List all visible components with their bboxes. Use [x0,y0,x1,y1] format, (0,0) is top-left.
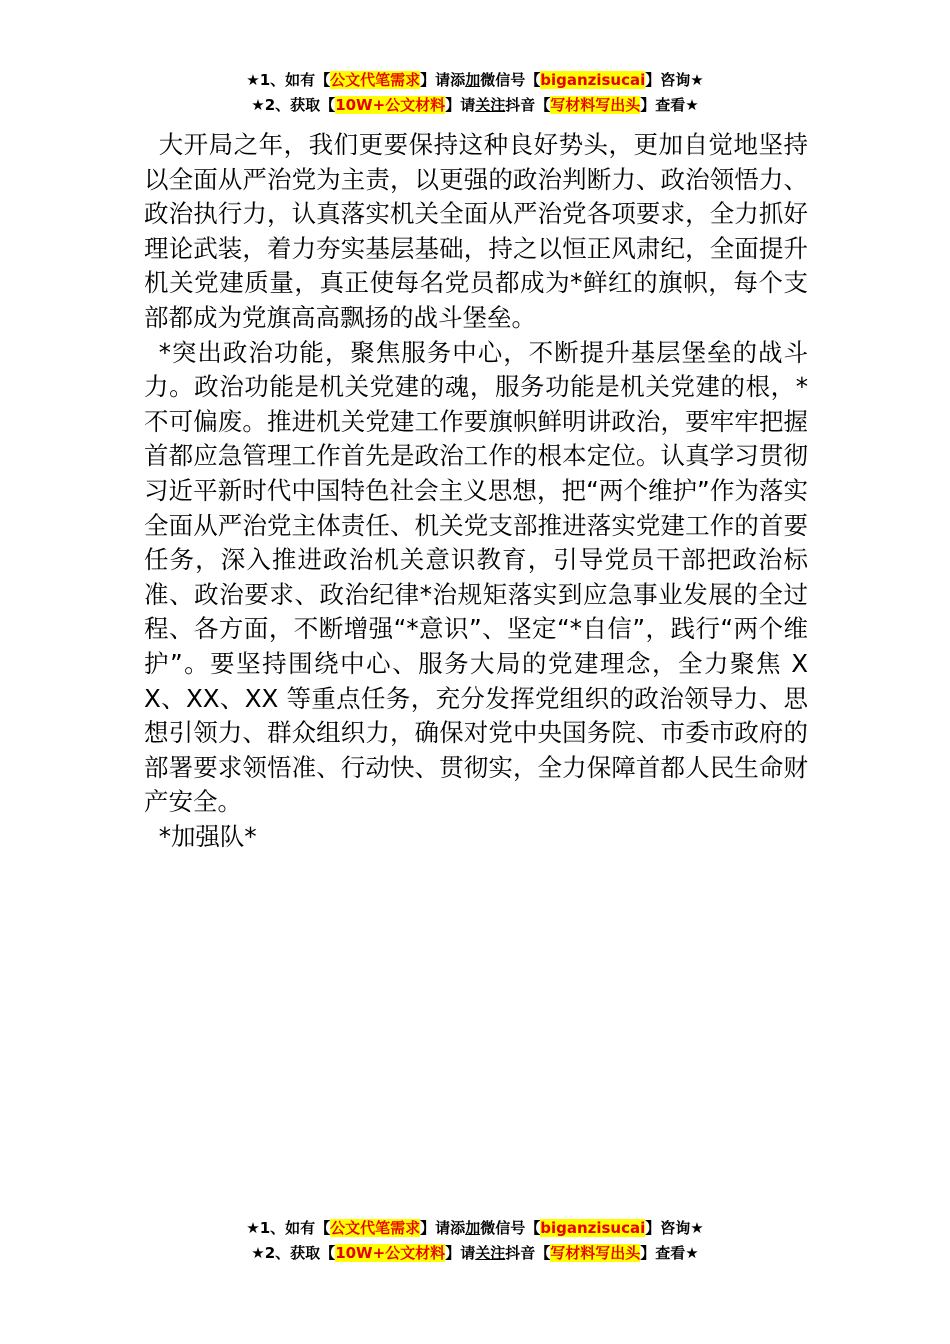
paragraph: 大开局之年，我们更要保持这种良好势头，更加自觉地坚持以全面从严治党为主责，以更强的政治判断力、政治领悟力、政治执行力，认真落实机关全面从严治党各项要求，全力抓好理论武装，着力夯实基层基础，持之以恒正风肃纪，全面提升机关党建质量，真正使每名党员都成为*鲜红的旗帜，每个支部都成为党旗高高飘扬的战斗堡垒。 [144,130,808,332]
banner-text: 】查看★ [640,1244,699,1262]
banner-text: 】查看★ [640,96,699,114]
paragraph: *加强队* [158,821,257,851]
banner-underlined: 关注 [475,1244,506,1262]
paragraph: *突出政治功能，聚焦服务中心，不断提升基层堡垒的战斗力。政治功能是机关党建的魂，服务功能是机关党建的根，*不可偏废。推进机关党建工作要旗帜鲜明讲政治，要牢牢把握首都应急管理工作首先是政治工作的根本定位。认真学习贯彻习近平新时代中国特色社会主义思想，把“两个维护”作为落实全面从严治党主体责任、机关党支部推进落实党建工作的首要任务，深入推进政治机关意识教育，引导党员干部把政治标准、政治要求、政治纪律*治规矩落实到应急事业发展的全过程、各方面，不断增强“*意识”、坚定“*自信”，践行“两个维护”。要坚持围绕中心、服务大局的党建理念，全力聚焦 XX、XX、XX 等重点任务，充分发挥党组织的政治领导力、思想引领力、群众组织力，确保对党中央国务院、市委市政府的部署要求领悟准、行动快、贯彻实，全力保障首都人民生命财产安全。 [144,337,808,817]
banner-highlight: biganzisucai [540,71,646,89]
banner-highlight: 10W+公文材料 [335,1244,446,1262]
banner-highlight: 公文代笔需求 [330,71,421,89]
banner-line-1 [0,1216,950,1241]
banner-text: 】咨询★ [645,1219,704,1237]
banner-highlight: biganzisucai [540,1219,646,1237]
header-banner [0,68,950,118]
banner-text: 】请添 [420,1219,466,1237]
banner-line-2 [0,1241,950,1266]
banner-underlined: 加 [465,71,481,89]
banner-text: 】咨询★ [645,71,704,89]
banner-text: ★2、获取【 [251,1244,336,1262]
banner-underlined: 关注 [475,96,506,114]
banner-text: 微信号【 [480,71,541,89]
banner-text: ★1、如有【 [246,1219,331,1237]
banner-text: 】请 [445,96,476,114]
banner-text: 】请添 [420,71,466,89]
banner-text: 抖音【 [505,1244,551,1262]
document-body [144,128,808,854]
banner-highlight: 写材料写出头 [550,96,641,114]
banner-line-2 [0,93,950,118]
banner-line-1 [0,68,950,93]
footer-banner [0,1216,950,1266]
banner-text: 抖音【 [505,96,551,114]
banner-underlined: 加 [465,1219,481,1237]
banner-highlight: 公文代笔需求 [330,1219,421,1237]
banner-highlight: 10W+公文材料 [335,96,446,114]
banner-text: ★1、如有【 [246,71,331,89]
banner-text: 微信号【 [480,1219,541,1237]
banner-text: ★2、获取【 [251,96,336,114]
banner-highlight: 写材料写出头 [550,1244,641,1262]
banner-text: 】请 [445,1244,476,1262]
